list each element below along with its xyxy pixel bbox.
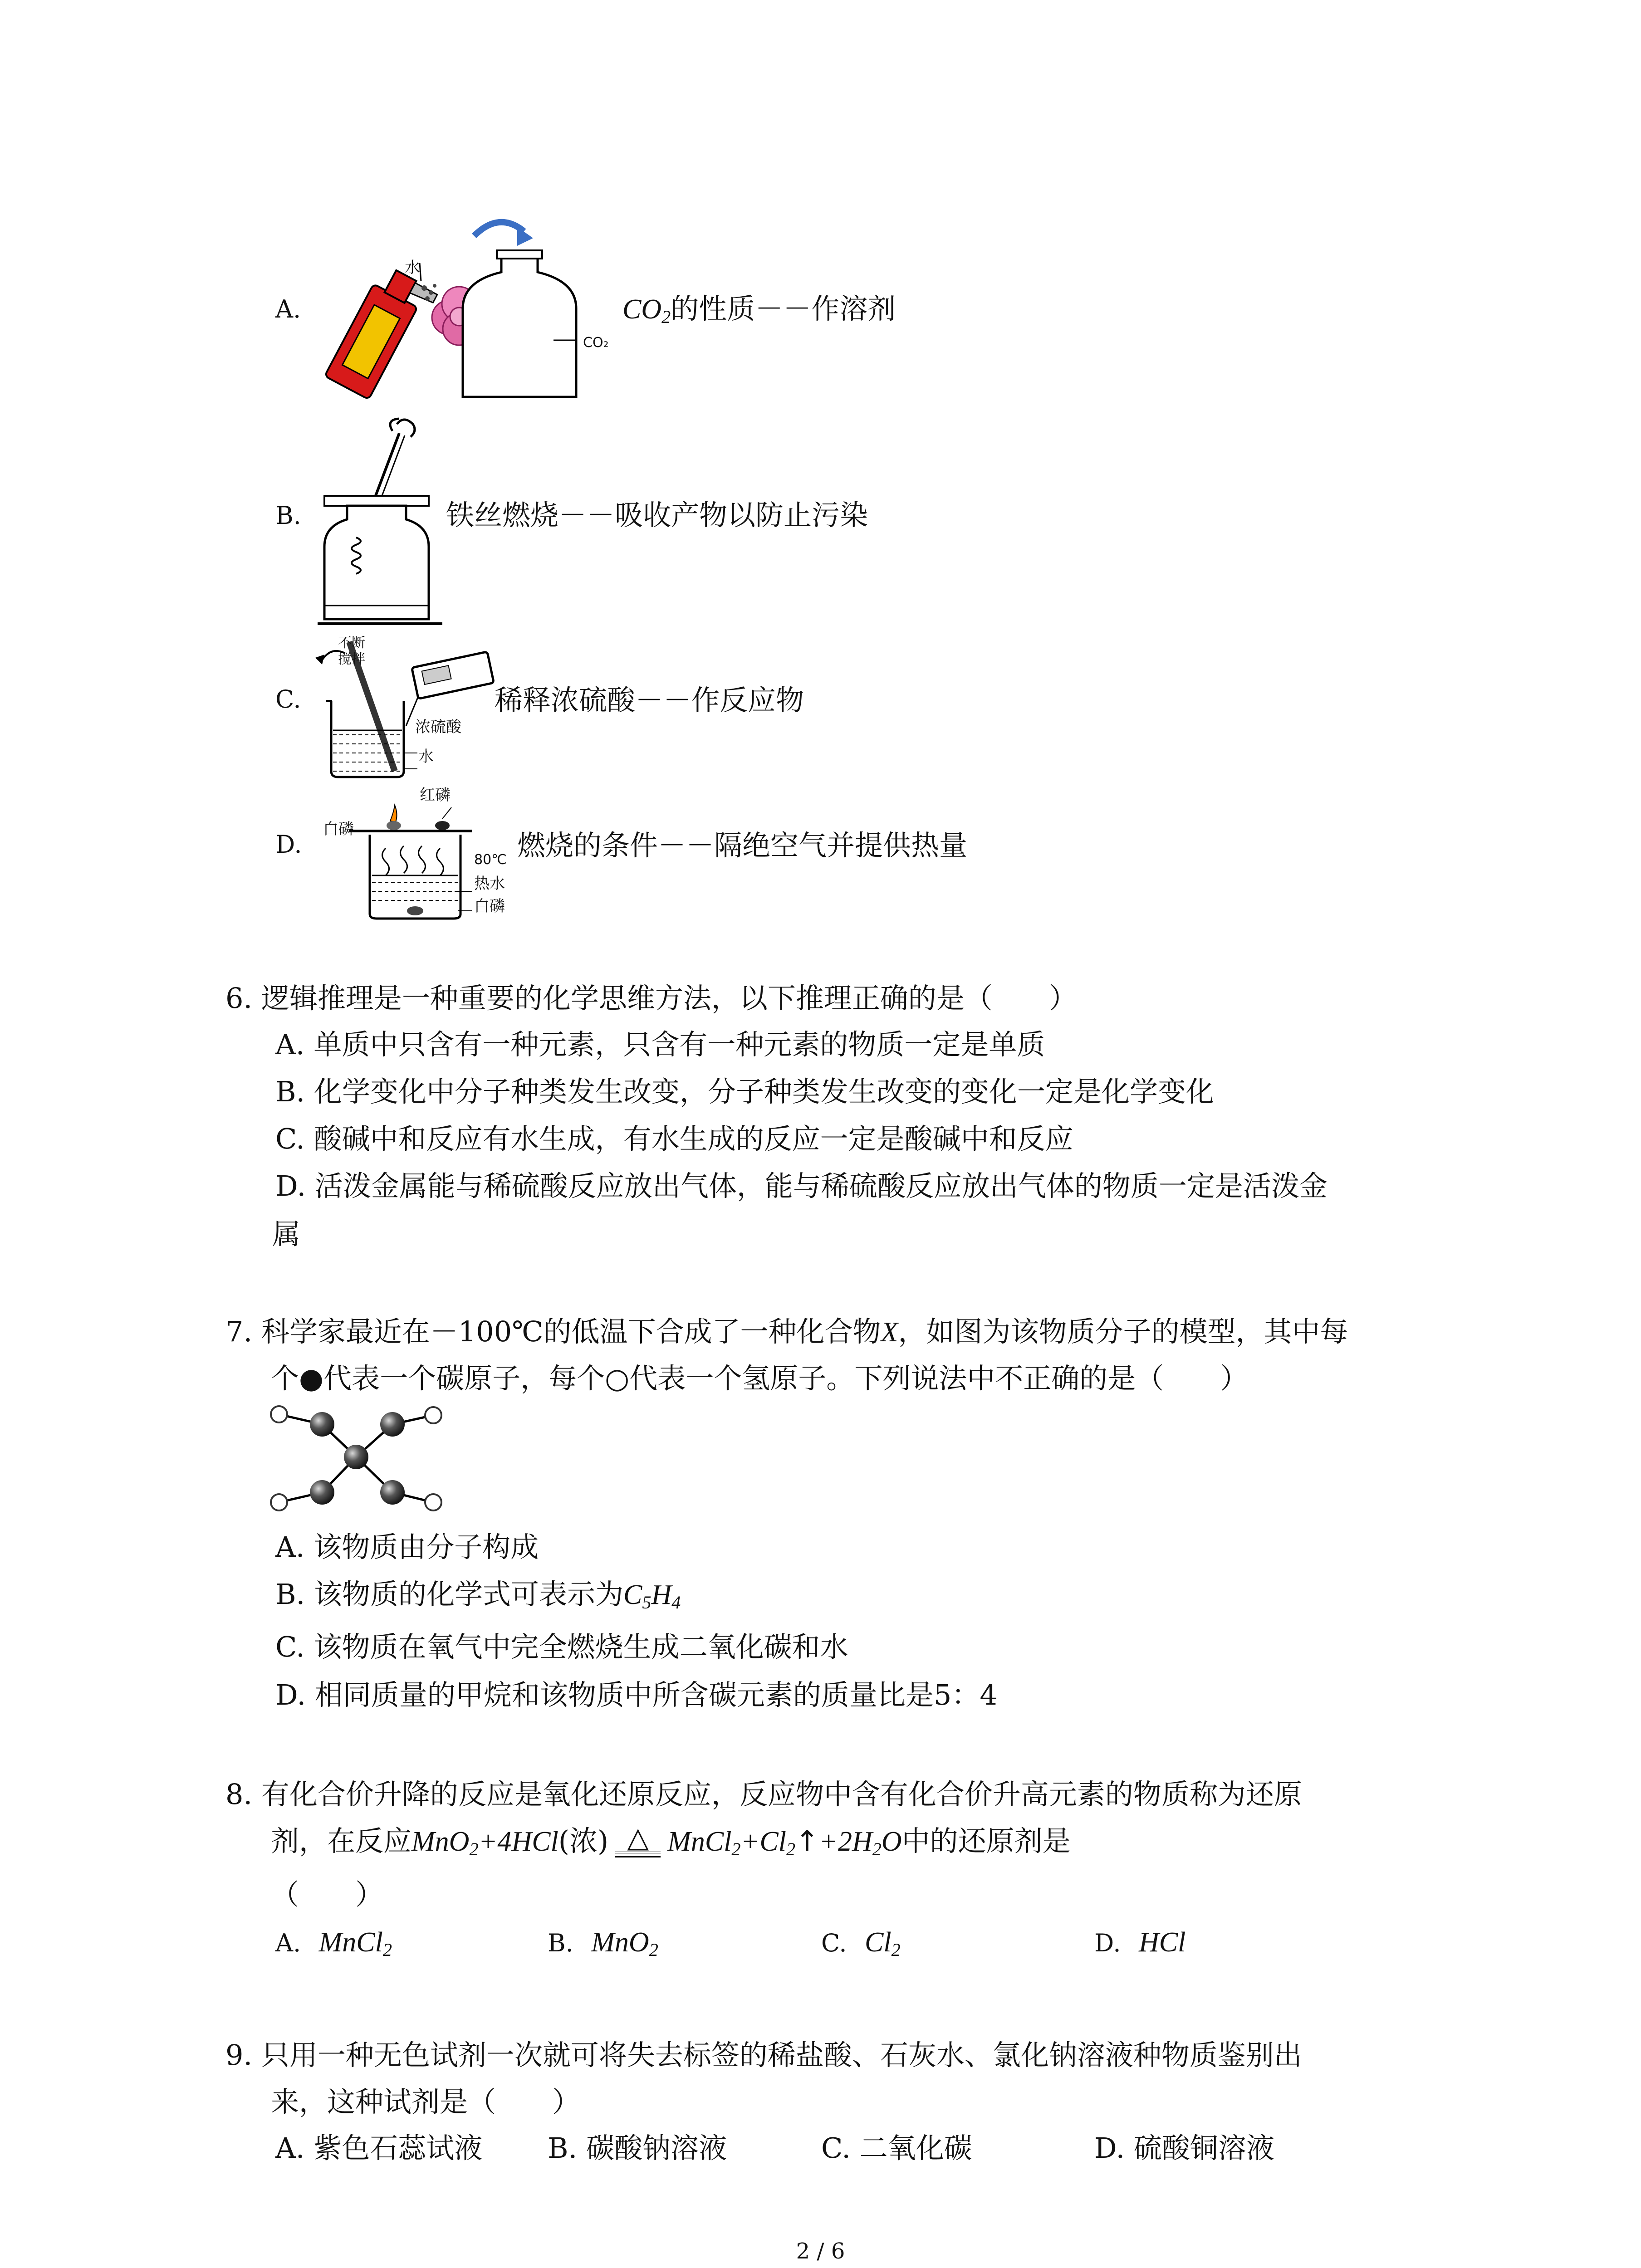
q8-paren: （ ） [271, 1878, 384, 1911]
q7-option-c: C. 该物质在氧气中完全燃烧生成二氧化碳和水 [275, 1630, 848, 1663]
conc-acid-label: 浓硫酸 [415, 718, 461, 736]
stir-label-1: 不断 [338, 635, 365, 651]
q6-option-a: A. 单质中只含有一种元素，只含有一种元素的物质一定是单质 [275, 1028, 1045, 1061]
white-phosphorus-top-label: 白磷 [323, 820, 354, 838]
q5-option-a-text: $CO_2$的性质－－作溶剂 [622, 292, 896, 327]
water-label: 水 [405, 259, 420, 277]
q5-option-a-letter: A. [275, 295, 301, 323]
q6-option-d-line1: D. 活泼金属能与稀硫酸反应放出气体，能与稀硫酸反应放出气体的物质一定是活泼金 [275, 1169, 1327, 1202]
q9-stem-line1: 9. 只用一种无色试剂一次就可将失去标签的稀盐酸、石灰水、氯化钠溶液种物质鉴别出 [225, 2038, 1302, 2072]
q5-option-d-text: 燃烧的条件－－隔绝空气并提供热量 [517, 829, 968, 862]
q6-option-b: B. 化学变化中分子种类发生改变，分子种类发生改变的变化一定是化学变化 [275, 1075, 1214, 1108]
co2-label: CO₂ [583, 335, 609, 351]
q7-stem-line2: 个●代表一个碳原子，每个○代表一个氢原子。下列说法中不正确的是（ ） [271, 1362, 1249, 1395]
molecule-model-figure [268, 1402, 449, 1524]
q5-option-c-text: 稀释浓硫酸－－作反应物 [495, 684, 804, 717]
stir-label-2: 搅拌 [338, 651, 365, 667]
q8-option-b: B. MnO$_2$ [548, 1927, 658, 1960]
q7-stem-line1: 7. 科学家最近在－100℃的低温下合成了一种化合物X，如图为该物质分子的模型，其中每 [225, 1315, 1348, 1348]
q9-option-d: D. 硫酸铜溶液 [1094, 2131, 1274, 2165]
q5-option-d-letter: D. [275, 830, 302, 859]
q7-option-a: A. 该物质由分子构成 [275, 1530, 539, 1564]
red-phosphorus-label: 红磷 [420, 786, 451, 804]
q8-option-c: C. $Cl_2$ [821, 1927, 901, 1960]
q7-option-d: D. 相同质量的甲烷和该物质中所含碳元素的质量比是5：4 [275, 1678, 998, 1711]
white-phosphorus-bottom-label: 白磷 [474, 897, 505, 915]
q6-option-c: C. 酸碱中和反应有水生成，有水生成的反应一定是酸碱中和反应 [275, 1122, 1073, 1155]
q9-option-b: B. 碳酸钠溶液 [548, 2131, 727, 2165]
q5-option-b-letter: B. [275, 501, 301, 530]
q6-stem: 6. 逻辑推理是一种重要的化学思维方法，以下推理正确的是（ ） [225, 982, 1077, 1015]
water-label-c: 水 [418, 748, 434, 766]
q9-option-c: C. 二氧化碳 [821, 2131, 972, 2165]
q7-option-b: B. 该物质的化学式可表示为$C_5H_4$ [275, 1578, 681, 1613]
hot-water-label: 热水 [474, 875, 505, 893]
q5-option-c-letter: C. [275, 685, 301, 714]
q8-stem-line1: 8. 有化合价升降的反应是氧化还原反应，反应物中含有化合价升高元素的物质称为还原 [225, 1778, 1302, 1811]
q9-option-a: A. 紫色石蕊试液 [275, 2131, 483, 2165]
q8-option-d: D. HCl [1094, 1927, 1186, 1958]
q5-option-b-text: 铁丝燃烧－－吸收产物以防止污染 [446, 499, 868, 532]
q8-stem-line2: 剂，在反应MnO$_2$+4HCl(浓) △ $MnCl_2+Cl_2↑+2H_2O$中的还原剂是 [271, 1821, 1071, 1860]
spray-bottle-flower-figure [318, 213, 612, 404]
temp-80-label: 80℃ [474, 852, 507, 868]
q6-option-d-line2: 属 [272, 1217, 301, 1251]
q8-option-a: A. MnCl$_2$ [275, 1927, 392, 1960]
page-number: 2 / 6 [796, 2239, 845, 2264]
iron-wire-jar-figure [318, 415, 454, 628]
q9-stem-line2: 来，这种试剂是（ ） [271, 2085, 581, 2118]
